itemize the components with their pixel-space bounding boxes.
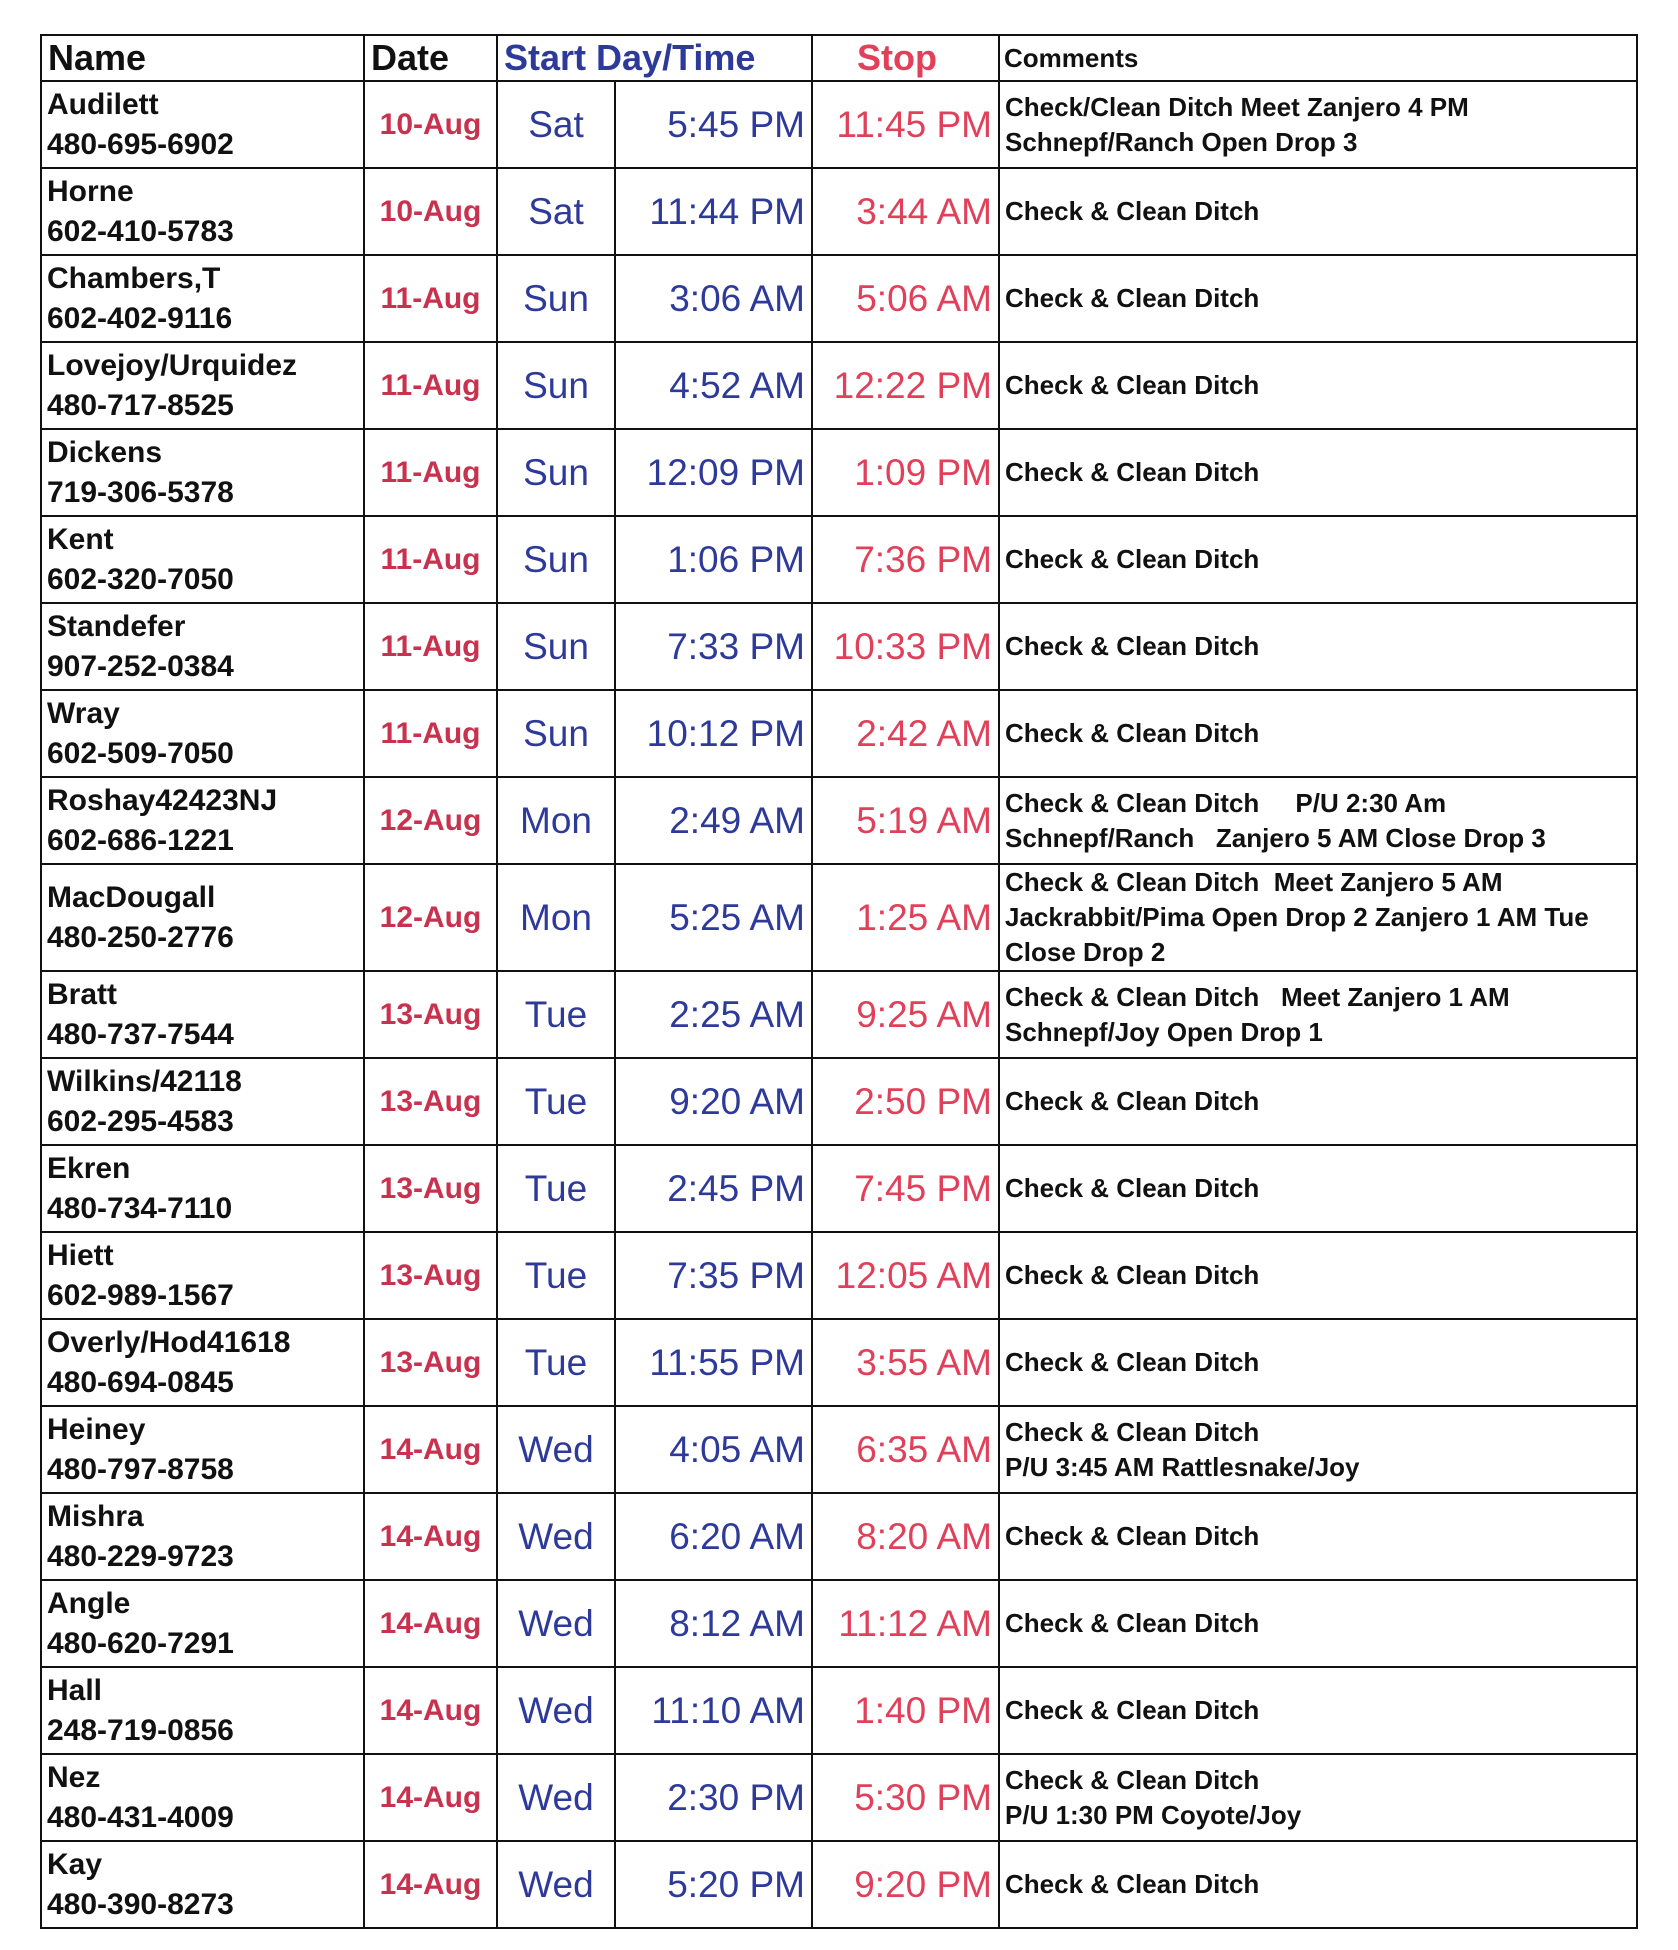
table-row [41,1841,1637,1928]
name-cell [41,690,364,777]
comment-cell: Check & Clean Ditch [999,1232,1637,1319]
stop-time-cell: 1:40 PM [812,1667,999,1754]
comment-cell: Check & Clean Ditch [999,255,1637,342]
stop-time-cell: 5:06 AM [812,255,999,342]
start-time-cell: 6:20 AM [615,1493,812,1580]
start-time-cell: 3:06 AM [615,255,812,342]
day-cell: Wed [497,1754,615,1841]
stop-time-cell: 12:05 AM [812,1232,999,1319]
table-row [41,1667,1637,1754]
comment-cell: Check & Clean Ditch P/U 2:30 Am Schnepf/Ranch Zanjero 5 AM Close Drop 3 [999,777,1637,864]
date-cell: 11-Aug [364,690,497,777]
person-phone: 480-390-8273 [47,1887,234,1921]
date-cell: 13-Aug [364,971,497,1058]
person-name: Mishra [47,1499,144,1533]
start-time-cell: 1:06 PM [615,516,812,603]
start-time-cell: 7:33 PM [615,603,812,690]
person-phone: 602-295-4583 [47,1104,234,1138]
day-cell: Wed [497,1667,615,1754]
stop-time-cell: 5:19 AM [812,777,999,864]
name-cell [41,1841,364,1928]
day-cell: Mon [497,777,615,864]
start-time-cell: 10:12 PM [615,690,812,777]
header-comments: Comments [999,35,1637,81]
date-cell: 14-Aug [364,1754,497,1841]
stop-time-cell: 2:42 AM [812,690,999,777]
comment-cell: Check & Clean Ditch P/U 1:30 PM Coyote/Joy [999,1754,1637,1841]
person-phone: 480-695-6902 [47,127,234,161]
name-cell [41,1058,364,1145]
table-row [41,516,1637,603]
day-cell: Wed [497,1493,615,1580]
person-phone: 480-620-7291 [47,1626,234,1660]
name-cell [41,971,364,1058]
day-cell: Tue [497,1058,615,1145]
name-cell [41,1145,364,1232]
person-phone: 480-737-7544 [47,1017,234,1051]
stop-time-cell: 1:09 PM [812,429,999,516]
stop-time-cell: 7:36 PM [812,516,999,603]
name-cell [41,1319,364,1406]
day-cell: Tue [497,1232,615,1319]
person-name: Angle [47,1586,131,1620]
comment-cell: Check & Clean Ditch [999,1667,1637,1754]
comment-cell: Check & Clean Ditch [999,1319,1637,1406]
table-row [41,603,1637,690]
table-row [41,429,1637,516]
name-cell [41,81,364,168]
start-time-cell: 9:20 AM [615,1058,812,1145]
day-cell: Tue [497,1319,615,1406]
date-cell: 11-Aug [364,603,497,690]
stop-time-cell: 3:55 AM [812,1319,999,1406]
stop-time-cell: 9:25 AM [812,971,999,1058]
stop-time-cell: 9:20 PM [812,1841,999,1928]
person-name: Kent [47,522,114,556]
start-time-cell: 2:45 PM [615,1145,812,1232]
day-cell: Sun [497,429,615,516]
date-cell: 13-Aug [364,1319,497,1406]
stop-time-cell: 3:44 AM [812,168,999,255]
schedule-table [40,34,1638,1929]
table-row [41,1058,1637,1145]
day-cell: Sun [497,342,615,429]
table-row [41,1493,1637,1580]
person-phone: 248-719-0856 [47,1713,234,1747]
person-phone: 480-734-7110 [47,1191,233,1225]
date-cell: 12-Aug [364,777,497,864]
person-name: Ekren [47,1151,131,1185]
comment-cell: Check & Clean Ditch [999,1058,1637,1145]
table-row [41,971,1637,1058]
person-phone: 602-402-9116 [47,301,233,335]
stop-time-cell: 1:25 AM [812,864,999,971]
table-row [41,342,1637,429]
name-cell [41,603,364,690]
person-name: Audilett [47,87,159,121]
stop-time-cell: 5:30 PM [812,1754,999,1841]
start-time-cell: 4:05 AM [615,1406,812,1493]
name-cell [41,168,364,255]
stop-time-cell: 11:45 PM [812,81,999,168]
header-row [41,35,1637,81]
date-cell: 13-Aug [364,1232,497,1319]
table-row [41,1754,1637,1841]
start-time-cell: 5:20 PM [615,1841,812,1928]
date-cell: 11-Aug [364,516,497,603]
person-name: Roshay42423NJ [47,783,278,817]
table-row [41,1580,1637,1667]
person-phone: 602-320-7050 [47,562,234,596]
day-cell: Sun [497,255,615,342]
table-row [41,690,1637,777]
header-stop: Stop [812,35,999,81]
comment-cell: Check/Clean Ditch Meet Zanjero 4 PM Schnepf/Ranch Open Drop 3 [999,81,1637,168]
date-cell: 10-Aug [364,168,497,255]
date-cell: 14-Aug [364,1493,497,1580]
person-name: Bratt [47,977,118,1011]
person-name: Standefer [47,609,186,643]
day-cell: Sat [497,81,615,168]
header-name: Name [41,35,364,81]
person-name: Kay [47,1847,103,1881]
name-cell [41,1580,364,1667]
comment-cell: Check & Clean Ditch [999,1580,1637,1667]
date-cell: 13-Aug [364,1145,497,1232]
table-row [41,1319,1637,1406]
person-name: Wilkins/42118 [47,1064,242,1098]
day-cell: Wed [497,1580,615,1667]
person-name: Hall [47,1673,103,1707]
name-cell [41,1754,364,1841]
person-phone: 602-686-1221 [47,823,234,857]
person-name: Chambers,T [47,261,221,295]
date-cell: 14-Aug [364,1406,497,1493]
person-name: Hiett [47,1238,114,1272]
comment-cell: Check & Clean Ditch [999,603,1637,690]
start-time-cell: 11:44 PM [615,168,812,255]
comment-cell: Check & Clean Ditch [999,168,1637,255]
start-time-cell: 7:35 PM [615,1232,812,1319]
table-row [41,1406,1637,1493]
start-time-cell: 8:12 AM [615,1580,812,1667]
name-cell [41,516,364,603]
stop-time-cell: 8:20 AM [812,1493,999,1580]
start-time-cell: 2:30 PM [615,1754,812,1841]
name-cell [41,342,364,429]
person-name: Heiney [47,1412,146,1446]
start-time-cell: 2:25 AM [615,971,812,1058]
stop-time-cell: 2:50 PM [812,1058,999,1145]
date-cell: 11-Aug [364,429,497,516]
date-cell: 13-Aug [364,1058,497,1145]
start-time-cell: 5:25 AM [615,864,812,971]
start-time-cell: 11:55 PM [615,1319,812,1406]
person-name: MacDougall [47,880,216,914]
person-phone: 602-509-7050 [47,736,234,770]
day-cell: Mon [497,864,615,971]
day-cell: Tue [497,1145,615,1232]
person-phone: 480-431-4009 [47,1800,234,1834]
person-name: Dickens [47,435,163,469]
name-cell [41,1406,364,1493]
date-cell: 10-Aug [364,81,497,168]
day-cell: Wed [497,1406,615,1493]
date-cell: 14-Aug [364,1841,497,1928]
person-phone: 480-797-8758 [47,1452,234,1486]
person-phone: 719-306-5378 [47,475,234,509]
comment-cell: Check & Clean Ditch P/U 3:45 AM Rattlesnake/Joy [999,1406,1637,1493]
name-cell [41,864,364,971]
comment-cell: Check & Clean Ditch [999,429,1637,516]
comment-cell: Check & Clean Ditch Meet Zanjero 1 AM Schnepf/Joy Open Drop 1 [999,971,1637,1058]
person-phone: 480-250-2776 [47,920,234,954]
comment-cell: Check & Clean Ditch [999,1145,1637,1232]
person-name: Wray [47,696,120,730]
person-phone: 480-229-9723 [47,1539,234,1573]
comment-cell: Check & Clean Ditch Meet Zanjero 5 AM Jackrabbit/Pima Open Drop 2 Zanjero 1 AM Tue Close Drop 2 [999,864,1637,971]
day-cell: Wed [497,1841,615,1928]
day-cell: Sat [497,168,615,255]
table-row [41,1145,1637,1232]
date-cell: 14-Aug [364,1580,497,1667]
day-cell: Sun [497,603,615,690]
start-time-cell: 2:49 AM [615,777,812,864]
stop-time-cell: 11:12 AM [812,1580,999,1667]
table-row [41,255,1637,342]
comment-cell: Check & Clean Ditch [999,1841,1637,1928]
person-phone: 602-410-5783 [47,214,234,248]
person-phone: 480-717-8525 [47,388,234,422]
name-cell [41,255,364,342]
person-name: Overly/Hod41618 [47,1325,291,1359]
day-cell: Sun [497,516,615,603]
name-cell [41,1232,364,1319]
header-start-day-time: Start Day/Time [497,35,812,81]
person-phone: 480-694-0845 [47,1365,234,1399]
date-cell: 12-Aug [364,864,497,971]
table-row [41,81,1637,168]
person-name: Horne [47,174,134,208]
comment-cell: Check & Clean Ditch [999,690,1637,777]
date-cell: 14-Aug [364,1667,497,1754]
comment-cell: Check & Clean Ditch [999,342,1637,429]
date-cell: 11-Aug [364,342,497,429]
name-cell [41,429,364,516]
start-time-cell: 4:52 AM [615,342,812,429]
person-phone: 602-989-1567 [47,1278,234,1312]
table-row [41,864,1637,971]
table-row [41,168,1637,255]
comment-cell: Check & Clean Ditch [999,516,1637,603]
stop-time-cell: 7:45 PM [812,1145,999,1232]
stop-time-cell: 6:35 AM [812,1406,999,1493]
name-cell [41,1493,364,1580]
person-name: Lovejoy/Urquidez [47,348,298,382]
start-time-cell: 12:09 PM [615,429,812,516]
person-phone: 907-252-0384 [47,649,234,683]
stop-time-cell: 10:33 PM [812,603,999,690]
header-date: Date [364,35,497,81]
start-time-cell: 5:45 PM [615,81,812,168]
comment-cell: Check & Clean Ditch [999,1493,1637,1580]
start-time-cell: 11:10 AM [615,1667,812,1754]
table-row [41,777,1637,864]
date-cell: 11-Aug [364,255,497,342]
stop-time-cell: 12:22 PM [812,342,999,429]
table-row [41,1232,1637,1319]
name-cell [41,777,364,864]
name-cell [41,1667,364,1754]
day-cell: Sun [497,690,615,777]
day-cell: Tue [497,971,615,1058]
person-name: Nez [47,1760,101,1794]
